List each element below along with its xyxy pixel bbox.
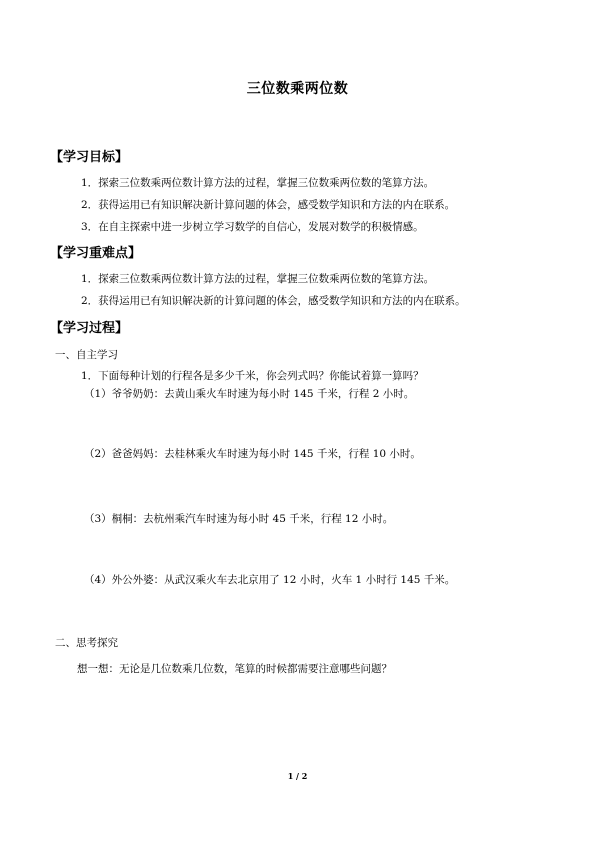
part2-title: 二、思考探究 [55, 637, 118, 649]
key-point-item: 2．获得运用已有知识解决新的计算问题的体会，感受数学知识和方法的内在联系。 [81, 295, 466, 307]
part1-sub-question: （1）爷爷奶奶：去黄山乘火车时速为每小时 145 千米，行程 2 小时。 [84, 388, 415, 400]
part1-title: 一、自主学习 [55, 349, 118, 361]
key-point-item: 1．探索三位数乘两位数计算方法的过程，掌握三位数乘两位数的笔算方法。 [81, 273, 435, 285]
goal-item: 3．在自主探索中进一步树立学习数学的自信心，发展对数学的积极情感。 [81, 221, 424, 233]
part1-question: 1．下面每种计划的行程各是多少千米，你会列式吗？你能试着算一算吗？ [81, 370, 424, 382]
goal-item: 1．探索三位数乘两位数计算方法的过程，掌握三位数乘两位数的笔算方法。 [81, 177, 435, 189]
goals-heading: 【学习目标】 [50, 150, 129, 165]
process-heading: 【学习过程】 [50, 321, 129, 336]
key-points-heading: 【学习重难点】 [50, 246, 142, 261]
part1-sub-question: （2）爸爸妈妈：去桂林乘火车时速为每小时 145 千米，行程 10 小时。 [84, 448, 421, 460]
page-number: 1 / 2 [287, 771, 308, 781]
document-title: 三位数乘两位数 [246, 81, 349, 97]
part2-question: 想一想：无论是几位数乘几位数，笔算的时候都需要注意哪些问题？ [77, 663, 392, 675]
part1-sub-question: （4）外公外婆：从武汉乘火车去北京用了 12 小时，火车 1 小时行 145 千米。 [84, 574, 456, 586]
part1-sub-question: （3）桐桐：去杭州乘汽车时速为每小时 45 千米，行程 12 小时。 [84, 513, 394, 525]
goal-item: 2．获得运用已有知识解决新计算问题的体会，感受数学知识和方法的内在联系。 [81, 199, 456, 211]
